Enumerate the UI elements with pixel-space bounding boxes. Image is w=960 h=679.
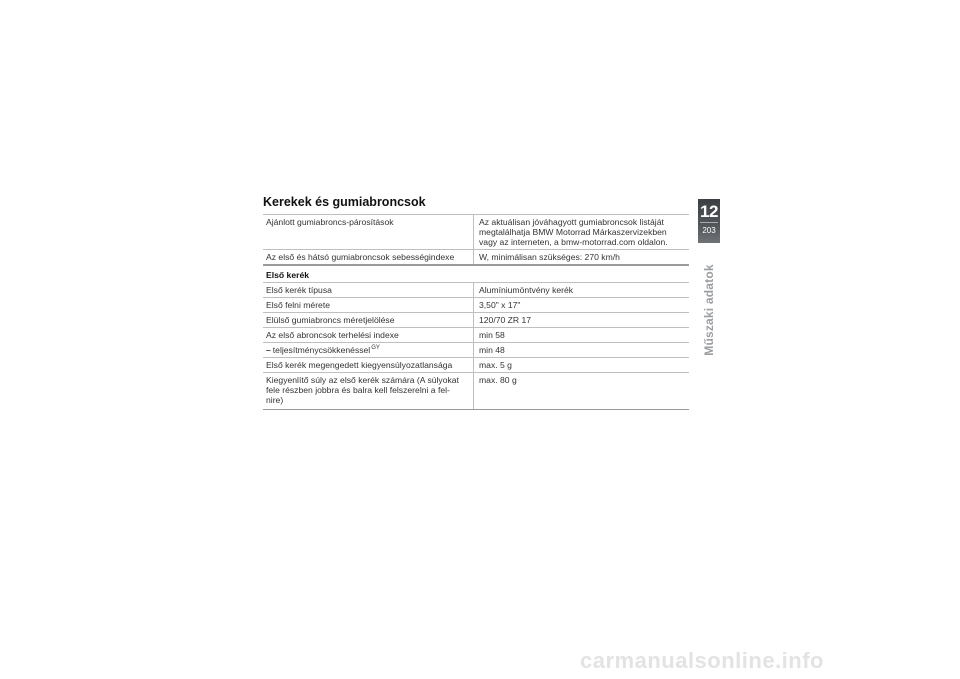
- table-row: [263, 283, 689, 298]
- chapter-divider: [700, 222, 718, 223]
- dash-marker: –: [266, 345, 271, 355]
- table-subheading-row: [263, 265, 689, 283]
- spec-value: Alumíniumöntvény kerék: [474, 283, 690, 298]
- table-row: [263, 298, 689, 313]
- spec-label: Az első és hátsó gumiabroncsok sebességindexe: [263, 250, 474, 266]
- spec-label: Az első abroncsok terhelési indexe: [263, 328, 474, 343]
- spec-label-sub: [263, 343, 474, 358]
- table-row: [263, 358, 689, 373]
- spec-value: W, minimálisan szükséges: 270 km/h: [474, 250, 690, 266]
- table-row: [263, 250, 689, 266]
- specification-table: [263, 214, 689, 410]
- spec-label: Kiegyenlítő súly az első kerék számára (A súlyokat fele részben jobbra és balra kell felszerelni a fel- nire): [263, 373, 474, 410]
- spec-label-text: teljesítménycsökkenéssel: [272, 345, 371, 355]
- chapter-number: 12: [700, 202, 718, 221]
- table-row: [263, 373, 689, 410]
- spec-label: Ajánlott gumiabroncs-párosítások: [263, 215, 474, 250]
- page-number: 203: [702, 226, 716, 235]
- table-row: [263, 343, 689, 358]
- spec-label: Első kerék megengedett kiegyensúlyozatlansága: [263, 358, 474, 373]
- superscript-note: GY: [371, 345, 380, 352]
- chapter-tab: [698, 199, 720, 243]
- subheading-front-wheel: Első kerék: [263, 265, 689, 283]
- chapter-side-title: Műszaki adatok: [702, 264, 716, 356]
- watermark: carmanualsonline.info: [580, 648, 824, 673]
- spec-value: min 58: [474, 328, 690, 343]
- spec-label: Első felni mérete: [263, 298, 474, 313]
- spec-value: max. 5 g: [474, 358, 690, 373]
- spec-value: Az aktuálisan jóváhagyott gumiabroncsok listáját megtalálhatja BMW Motorrad Márkaszervizekben vagy az interneten, a bmw-motorrad.com oldalon.: [474, 215, 690, 250]
- spec-value: 3,50" x 17": [474, 298, 690, 313]
- section-title: Kerekek és gumiabroncsok: [263, 195, 426, 209]
- spec-value: max. 80 g: [474, 373, 690, 410]
- spec-value: 120/70 ZR 17: [474, 313, 690, 328]
- spec-label: Első kerék típusa: [263, 283, 474, 298]
- table-row: [263, 215, 689, 250]
- spec-label: Elülső gumiabroncs méretjelölése: [263, 313, 474, 328]
- spec-value: min 48: [474, 343, 690, 358]
- table-row: [263, 313, 689, 328]
- table-row: [263, 328, 689, 343]
